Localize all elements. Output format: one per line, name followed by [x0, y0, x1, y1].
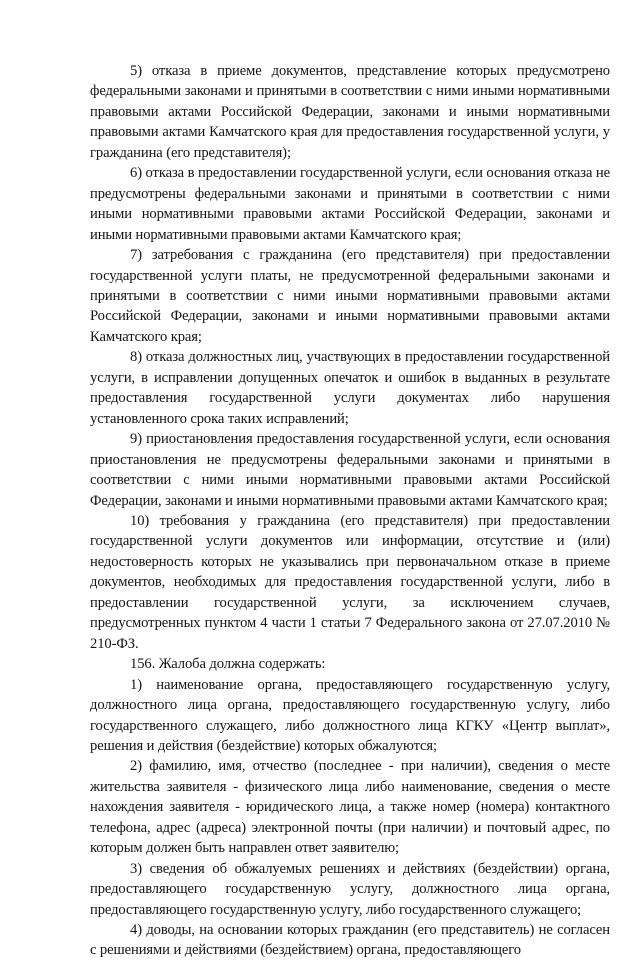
paragraph-item-9: 9) приостановления предоставления государственной услуги, если основания приостановления не предусмотрены федеральными законами и принятыми в соответствии с ними иными нормативными правовыми актами Российской Федерации, законами и иными нормативными правовыми актами Камчатского края; [90, 431, 610, 509]
document-text [90, 61, 610, 961]
paragraph-item-6: 6) отказа в предоставлении государственной услуги, если основания отказа не предусмотрены федеральными законами и принятыми в соответствии с ними иными нормативными правовыми актами Российской Федерации, законами и иными нормативными правовыми актами Камчатского края; [90, 165, 610, 243]
paragraph-item-5: 5) отказа в приеме документов, представление которых предусмотрено федеральными законами и принятыми в соответствии с ними иными нормативными правовыми актами Российской Федерации, законами и иными нормативными правовыми актами Камчатского края для предоставления государственной услуги, у гражданина (его представителя); [90, 63, 610, 161]
paragraph-item-7: 7) затребования с гражданина (его представителя) при предоставлении государственной услуги платы, не предусмотренной федеральными законами и принятыми в соответствии с ними иными нормативными правовыми актами Российской Федерации, законами и иными нормативными правовыми актами Камчатского края; [90, 247, 610, 345]
paragraph-req-2: 2) фамилию, имя, отчество (последнее - при наличии), сведения о месте жительства заявителя - физического лица либо наименование, сведения о месте нахождения заявителя - юридического лица, а также номер (номера) контактного телефона, адрес (адреса) электронной почты (при наличии) и почтовый адрес, по которым должен быть направлен ответ заявителю; [90, 758, 610, 857]
paragraph-req-3: 3) сведения об обжалуемых решениях и действиях (бездействии) органа, предоставляющего государственную услугу, должностного лица органа, предоставляющего государственную услугу, либо государственного служащего; [90, 860, 610, 918]
paragraph-section-156: 156. Жалоба должна содержать: [130, 656, 326, 673]
paragraph-req-4: 4) доводы, на основании которых гражданин (его представитель) не согласен с решениями и действиями (бездействием) органа, предоставляющего [90, 922, 610, 959]
paragraph-item-10: 10) требования у гражданина (его представителя) при предоставлении государственной услуги документов или информации, отсутствие и (или) недостоверность которых не указывались при первоначальном отказе в приеме документов, необходимых для предоставления государственной услуги, либо в предоставлении государственной услуги, за исключением случаев, предусмотренных пунктом 4 части 1 статьи 7 Федерального закона от 27.07.2010 № 210-ФЗ. [90, 512, 610, 652]
paragraph-item-8: 8) отказа должностных лиц, участвующих в предоставлении государственной услуги, в исправлении допущенных опечаток и ошибок в выданных в результате предоставления государственной услуги документах либо нарушения установленного срока таких исправлений; [90, 349, 610, 427]
paragraph-req-1: 1) наименование органа, предоставляющего государственную услугу, должностного лица органа, предоставляющего государственную услугу, либо государственного служащего, либо должностного лица КГКУ «Центр выплат», решения и действия (бездействие) которых обжалуются; [90, 676, 610, 754]
